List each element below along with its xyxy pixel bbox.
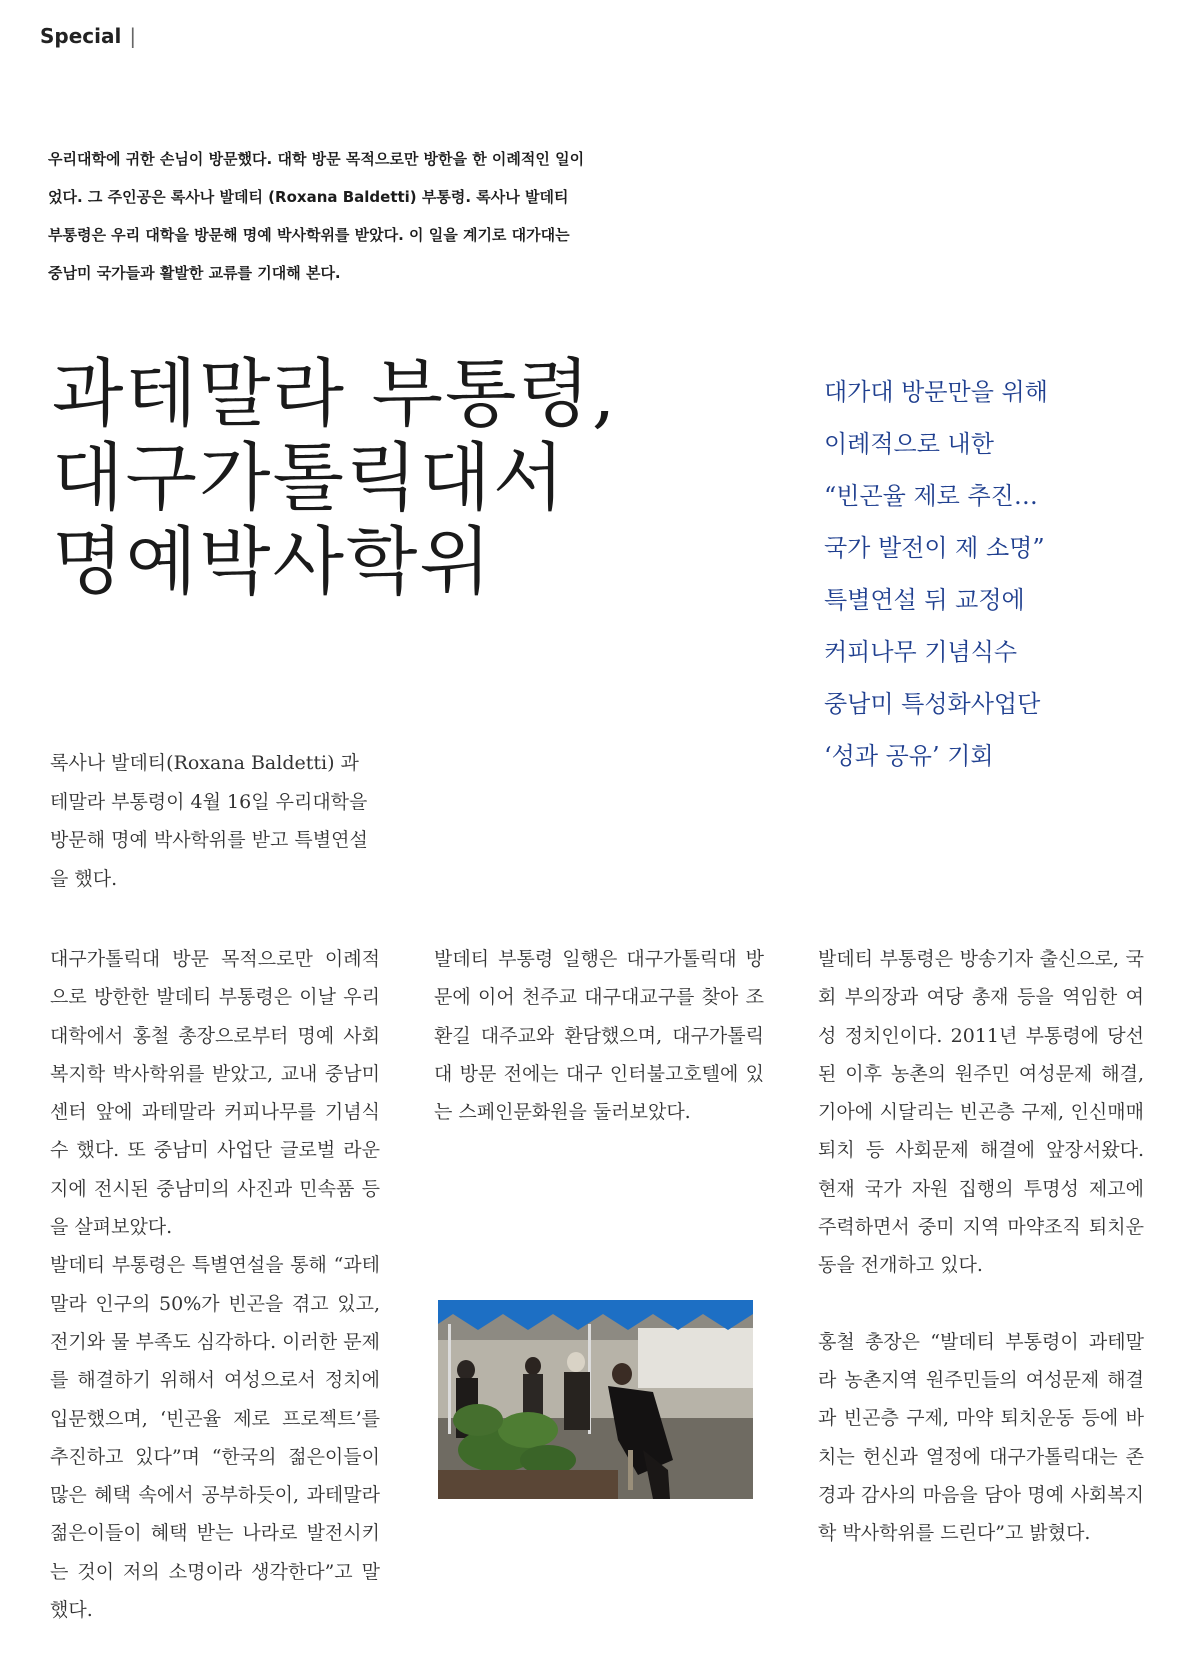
body-paragraph: 발데티 부통령 일행은 대구가톨릭대 방문에 이어 천주교 대구대교구를 찾아 조환길 대주교와 환담했으며, 대구가톨릭대 방문 전에는 대구 인터불고호텔에 있는 스페인문화원을 둘러보았다. (434, 948, 764, 1124)
headline (52, 352, 692, 604)
lead-paragraph: 우리대학에 귀한 손님이 방문했다. 대학 방문 목적으로만 방한을 한 이례적인 일이었다. 그 주인공은 록사나 발데티 (Roxana Baldetti) 부통령. 록사나 발데티 부통령은 우리 대학을 방문해 명예 박사학위를 받았다. 이 일을 계기로 대가대는 중남미 국가들과 활발한 교류를 기대해 본다. (48, 150, 585, 282)
headline-line: 과테말라 부통령, (52, 351, 618, 437)
section-separator: | (129, 24, 137, 48)
subheadline-line: 특별연설 뒤 교정에 (824, 586, 1025, 614)
subheadline-line: 커피나무 기념식수 (824, 638, 1018, 666)
tree-planting-photo-illustration (438, 1300, 753, 1499)
headline-line: 명예박사학위 (52, 519, 493, 605)
section-header (40, 24, 136, 48)
body-paragraph: 발데티 부통령은 특별연설을 통해 “과테말라 인구의 50%가 빈곤을 겪고 있고, 전기와 물 부족도 심각하다. 이러한 문제를 해결하기 위해서 여성으로서 정치에 입문했으며, ‘빈곤율 제로 프로젝트’를 추진하고 있다”며 “한국의 젊은이들이 많은 혜택 속에서 공부하듯이, 과테말라 젊은이들이 혜택 받는 나라로 발전시키는 것이 저의 소명이라 생각한다”고 말했다. (50, 1254, 380, 1622)
section-label: Special (40, 24, 122, 48)
subheadline-line: “빈곤율 제로 추진… (824, 482, 1038, 510)
body-paragraph: 홍철 총장은 “발데티 부통령이 과테말라 농촌지역 원주민들의 여성문제 해결과 빈곤층 구제, 마약 퇴치운동 등에 바치는 헌신과 열정에 대구가톨릭대는 존경과 감사의 마음을 담아 명예 사회복지학 박사학위를 드린다”고 밝혔다. (818, 1330, 1144, 1545)
subheadline-block (824, 366, 1154, 782)
subheadline-line: 대가대 방문만을 위해 (824, 378, 1048, 406)
intro-paragraph: 록사나 발데티(Roxana Baldetti) 과테말라 부통령이 4월 16일 우리대학을 방문해 명예 박사학위를 받고 특별연설을 했다. (50, 752, 368, 890)
body-paragraph: 발데티 부통령은 방송기자 출신으로, 국회 부의장과 여당 총재 등을 역임한 여성 정치인이다. 2011년 부통령에 당선된 이후 농촌의 원주민 여성문제 해결, 기아에 시달리는 빈곤층 구제, 인신매매 퇴치 등 사회문제 해결에 앞장서왔다. 현재 국가 자원 집행의 투명성 제고에 주력하면서 중미 지역 마약조직 퇴치운동을 전개하고 있다. (818, 948, 1144, 1277)
subheadline-line: 이례적으로 내한 (824, 430, 994, 458)
body-column-2 (434, 940, 764, 1131)
tree-planting-photo (438, 1300, 753, 1499)
body-column-1 (50, 940, 380, 1629)
body-paragraph: 대구가톨릭대 방문 목적으로만 이례적으로 방한한 발데티 부통령은 이날 우리대학에서 홍철 총장으로부터 명예 사회복지학 박사학위를 받았고, 교내 중남미센터 앞에 과테말라 커피나무를 기념식수 했다. 또 중남미 사업단 글로벌 라운지에 전시된 중남미의 사진과 민속품 등을 살펴보았다. (50, 948, 380, 1239)
headline-line: 대구가톨릭대서 (52, 435, 567, 521)
body-column-3 (818, 940, 1144, 1552)
subheadline-line: 중남미 특성화사업단 (824, 690, 1041, 718)
subheadline-line: ‘성과 공유’ 기회 (824, 742, 994, 770)
subheadline-line: 국가 발전이 제 소명” (824, 534, 1045, 562)
